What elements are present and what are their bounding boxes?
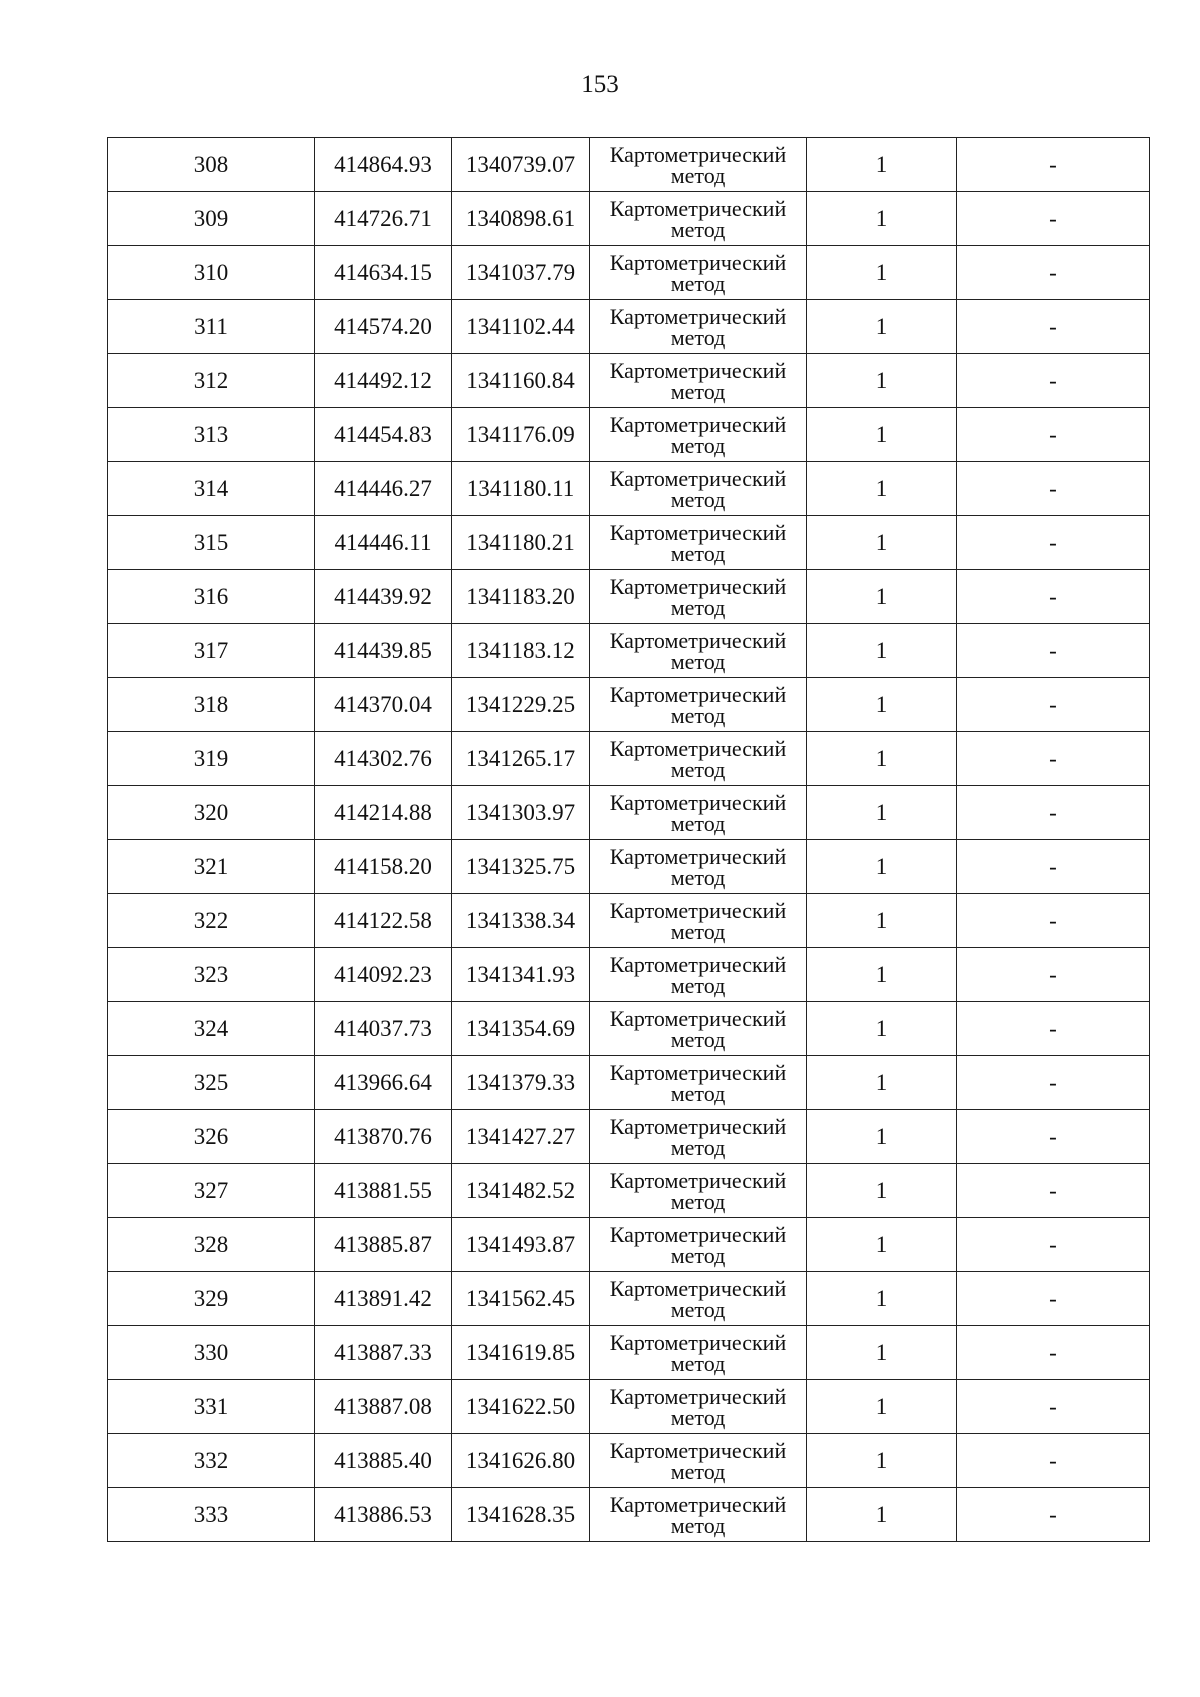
method-line-2: метод <box>670 1458 726 1484</box>
point-number-cell: 329 <box>108 1272 315 1326</box>
method-line-2: метод <box>670 432 726 458</box>
method-line-2: метод <box>670 540 726 566</box>
method-cell <box>590 1326 807 1380</box>
table-row <box>108 300 1150 354</box>
x-coordinate-cell: 414439.92 <box>315 570 452 624</box>
table-row <box>108 1110 1150 1164</box>
x-coordinate-cell: 413886.53 <box>315 1488 452 1542</box>
method-cell <box>590 462 807 516</box>
table-row <box>108 894 1150 948</box>
table-row <box>108 1164 1150 1218</box>
table-row <box>108 516 1150 570</box>
method-line-2: метод <box>670 162 726 188</box>
method-line-2: метод <box>670 216 726 242</box>
table-row <box>108 732 1150 786</box>
method-line-1: Картометрический <box>609 1329 787 1355</box>
y-coordinate-cell: 1341176.09 <box>452 408 590 462</box>
table-row <box>108 1326 1150 1380</box>
method-cell <box>590 732 807 786</box>
method-line-2: метод <box>670 486 726 512</box>
accuracy-cell: 1 <box>807 1164 957 1218</box>
note-cell: - <box>957 678 1150 732</box>
y-coordinate-cell: 1341325.75 <box>452 840 590 894</box>
x-coordinate-cell: 413891.42 <box>315 1272 452 1326</box>
method-cell <box>590 1272 807 1326</box>
method-cell <box>590 1002 807 1056</box>
method-line-2: метод <box>670 756 726 782</box>
note-cell: - <box>957 624 1150 678</box>
point-number-cell: 316 <box>108 570 315 624</box>
point-number-cell: 325 <box>108 1056 315 1110</box>
table-row <box>108 570 1150 624</box>
point-number-cell: 326 <box>108 1110 315 1164</box>
note-cell: - <box>957 1056 1150 1110</box>
method-line-1: Картометрический <box>609 735 787 761</box>
point-number-cell: 332 <box>108 1434 315 1488</box>
accuracy-cell: 1 <box>807 516 957 570</box>
accuracy-cell: 1 <box>807 732 957 786</box>
point-number-cell: 308 <box>108 138 315 192</box>
method-line-1: Картометрический <box>609 1437 787 1463</box>
accuracy-cell: 1 <box>807 1326 957 1380</box>
table-row <box>108 354 1150 408</box>
method-line-2: метод <box>670 1350 726 1376</box>
method-line-2: метод <box>670 1134 726 1160</box>
note-cell: - <box>957 732 1150 786</box>
note-cell: - <box>957 1380 1150 1434</box>
note-cell: - <box>957 192 1150 246</box>
note-cell: - <box>957 300 1150 354</box>
note-cell: - <box>957 462 1150 516</box>
x-coordinate-cell: 414864.93 <box>315 138 452 192</box>
point-number-cell: 320 <box>108 786 315 840</box>
method-line-2: метод <box>670 324 726 350</box>
point-number-cell: 327 <box>108 1164 315 1218</box>
x-coordinate-cell: 414446.11 <box>315 516 452 570</box>
note-cell: - <box>957 246 1150 300</box>
table-row <box>108 246 1150 300</box>
table-body <box>108 138 1150 1542</box>
x-coordinate-cell: 414122.58 <box>315 894 452 948</box>
x-coordinate-cell: 414037.73 <box>315 1002 452 1056</box>
method-line-1: Картометрический <box>609 1221 787 1247</box>
y-coordinate-cell: 1341628.35 <box>452 1488 590 1542</box>
accuracy-cell: 1 <box>807 786 957 840</box>
accuracy-cell: 1 <box>807 138 957 192</box>
method-cell <box>590 948 807 1002</box>
y-coordinate-cell: 1341180.11 <box>452 462 590 516</box>
point-number-cell: 322 <box>108 894 315 948</box>
method-line-2: метод <box>670 648 726 674</box>
method-cell <box>590 624 807 678</box>
x-coordinate-cell: 413887.08 <box>315 1380 452 1434</box>
method-line-2: метод <box>670 1080 726 1106</box>
accuracy-cell: 1 <box>807 192 957 246</box>
y-coordinate-cell: 1341379.33 <box>452 1056 590 1110</box>
method-line-2: метод <box>670 864 726 890</box>
point-number-cell: 313 <box>108 408 315 462</box>
table-row <box>108 624 1150 678</box>
method-line-2: метод <box>670 702 726 728</box>
point-number-cell: 331 <box>108 1380 315 1434</box>
table-row <box>108 408 1150 462</box>
note-cell: - <box>957 786 1150 840</box>
method-cell <box>590 1056 807 1110</box>
y-coordinate-cell: 1341354.69 <box>452 1002 590 1056</box>
y-coordinate-cell: 1341183.20 <box>452 570 590 624</box>
method-line-2: метод <box>670 1512 726 1538</box>
table-row <box>108 786 1150 840</box>
method-line-2: метод <box>670 594 726 620</box>
table-row <box>108 1488 1150 1542</box>
method-line-1: Картометрический <box>609 519 787 545</box>
method-cell <box>590 192 807 246</box>
method-line-1: Картометрический <box>609 141 787 167</box>
point-number-cell: 310 <box>108 246 315 300</box>
x-coordinate-cell: 413885.40 <box>315 1434 452 1488</box>
method-line-2: метод <box>670 1026 726 1052</box>
accuracy-cell: 1 <box>807 624 957 678</box>
method-line-1: Картометрический <box>609 1167 787 1193</box>
method-line-1: Картометрический <box>609 627 787 653</box>
y-coordinate-cell: 1341626.80 <box>452 1434 590 1488</box>
method-line-2: метод <box>670 1404 726 1430</box>
accuracy-cell: 1 <box>807 1110 957 1164</box>
x-coordinate-cell: 414574.20 <box>315 300 452 354</box>
method-cell <box>590 1110 807 1164</box>
method-cell <box>590 300 807 354</box>
note-cell: - <box>957 948 1150 1002</box>
accuracy-cell: 1 <box>807 894 957 948</box>
method-line-2: метод <box>670 972 726 998</box>
note-cell: - <box>957 1164 1150 1218</box>
y-coordinate-cell: 1341338.34 <box>452 894 590 948</box>
method-line-2: метод <box>670 1296 726 1322</box>
accuracy-cell: 1 <box>807 1434 957 1488</box>
table-row <box>108 1272 1150 1326</box>
y-coordinate-cell: 1341427.27 <box>452 1110 590 1164</box>
method-cell <box>590 354 807 408</box>
method-line-1: Картометрический <box>609 411 787 437</box>
point-number-cell: 323 <box>108 948 315 1002</box>
page-number: 153 <box>581 71 619 98</box>
point-number-cell: 324 <box>108 1002 315 1056</box>
note-cell: - <box>957 1002 1150 1056</box>
method-line-2: метод <box>670 810 726 836</box>
method-line-1: Картометрический <box>609 1383 787 1409</box>
y-coordinate-cell: 1341037.79 <box>452 246 590 300</box>
table-row <box>108 1056 1150 1110</box>
method-cell <box>590 1434 807 1488</box>
note-cell: - <box>957 1488 1150 1542</box>
y-coordinate-cell: 1341102.44 <box>452 300 590 354</box>
note-cell: - <box>957 1326 1150 1380</box>
table-row <box>108 462 1150 516</box>
method-line-1: Картометрический <box>609 789 787 815</box>
y-coordinate-cell: 1341562.45 <box>452 1272 590 1326</box>
x-coordinate-cell: 414214.88 <box>315 786 452 840</box>
accuracy-cell: 1 <box>807 408 957 462</box>
accuracy-cell: 1 <box>807 948 957 1002</box>
x-coordinate-cell: 414446.27 <box>315 462 452 516</box>
point-number-cell: 317 <box>108 624 315 678</box>
method-line-2: метод <box>670 1242 726 1268</box>
method-cell <box>590 678 807 732</box>
note-cell: - <box>957 408 1150 462</box>
y-coordinate-cell: 1341341.93 <box>452 948 590 1002</box>
method-cell <box>590 1380 807 1434</box>
method-cell <box>590 894 807 948</box>
method-cell <box>590 1488 807 1542</box>
method-cell <box>590 1218 807 1272</box>
accuracy-cell: 1 <box>807 570 957 624</box>
y-coordinate-cell: 1341160.84 <box>452 354 590 408</box>
x-coordinate-cell: 413870.76 <box>315 1110 452 1164</box>
note-cell: - <box>957 354 1150 408</box>
y-coordinate-cell: 1340739.07 <box>452 138 590 192</box>
method-line-1: Картометрический <box>609 357 787 383</box>
accuracy-cell: 1 <box>807 246 957 300</box>
y-coordinate-cell: 1341180.21 <box>452 516 590 570</box>
accuracy-cell: 1 <box>807 1272 957 1326</box>
method-cell <box>590 840 807 894</box>
accuracy-cell: 1 <box>807 1056 957 1110</box>
table-row <box>108 192 1150 246</box>
method-line-1: Картометрический <box>609 681 787 707</box>
accuracy-cell: 1 <box>807 840 957 894</box>
point-number-cell: 315 <box>108 516 315 570</box>
point-number-cell: 330 <box>108 1326 315 1380</box>
method-cell <box>590 516 807 570</box>
point-number-cell: 321 <box>108 840 315 894</box>
method-line-1: Картометрический <box>609 843 787 869</box>
y-coordinate-cell: 1341303.97 <box>452 786 590 840</box>
x-coordinate-cell: 414439.85 <box>315 624 452 678</box>
method-line-1: Картометрический <box>609 1005 787 1031</box>
table-row <box>108 840 1150 894</box>
table-row <box>108 1002 1150 1056</box>
y-coordinate-cell: 1340898.61 <box>452 192 590 246</box>
x-coordinate-cell: 413887.33 <box>315 1326 452 1380</box>
method-line-1: Картометрический <box>609 465 787 491</box>
point-number-cell: 318 <box>108 678 315 732</box>
method-cell <box>590 138 807 192</box>
accuracy-cell: 1 <box>807 354 957 408</box>
note-cell: - <box>957 840 1150 894</box>
accuracy-cell: 1 <box>807 300 957 354</box>
method-line-2: метод <box>670 918 726 944</box>
table-row <box>108 948 1150 1002</box>
note-cell: - <box>957 516 1150 570</box>
method-cell <box>590 1164 807 1218</box>
note-cell: - <box>957 1110 1150 1164</box>
method-line-1: Картометрический <box>609 1491 787 1517</box>
method-line-1: Картометрический <box>609 951 787 977</box>
method-cell <box>590 570 807 624</box>
x-coordinate-cell: 414092.23 <box>315 948 452 1002</box>
point-number-cell: 319 <box>108 732 315 786</box>
note-cell: - <box>957 1272 1150 1326</box>
method-line-1: Картометрический <box>609 1275 787 1301</box>
table-row <box>108 1218 1150 1272</box>
method-line-1: Картометрический <box>609 303 787 329</box>
note-cell: - <box>957 894 1150 948</box>
y-coordinate-cell: 1341183.12 <box>452 624 590 678</box>
y-coordinate-cell: 1341482.52 <box>452 1164 590 1218</box>
point-number-cell: 311 <box>108 300 315 354</box>
y-coordinate-cell: 1341493.87 <box>452 1218 590 1272</box>
point-number-cell: 312 <box>108 354 315 408</box>
accuracy-cell: 1 <box>807 1218 957 1272</box>
method-line-1: Картометрический <box>609 1059 787 1085</box>
table-row <box>108 1380 1150 1434</box>
method-cell <box>590 408 807 462</box>
method-line-1: Картометрический <box>609 573 787 599</box>
x-coordinate-cell: 414302.76 <box>315 732 452 786</box>
method-cell <box>590 246 807 300</box>
y-coordinate-cell: 1341622.50 <box>452 1380 590 1434</box>
method-line-2: метод <box>670 270 726 296</box>
note-cell: - <box>957 138 1150 192</box>
point-number-cell: 328 <box>108 1218 315 1272</box>
method-line-2: метод <box>670 378 726 404</box>
x-coordinate-cell: 414454.83 <box>315 408 452 462</box>
point-number-cell: 333 <box>108 1488 315 1542</box>
x-coordinate-cell: 414726.71 <box>315 192 452 246</box>
method-line-1: Картометрический <box>609 249 787 275</box>
x-coordinate-cell: 413881.55 <box>315 1164 452 1218</box>
y-coordinate-cell: 1341619.85 <box>452 1326 590 1380</box>
accuracy-cell: 1 <box>807 1488 957 1542</box>
x-coordinate-cell: 414158.20 <box>315 840 452 894</box>
accuracy-cell: 1 <box>807 1380 957 1434</box>
table-row <box>108 138 1150 192</box>
method-line-1: Картометрический <box>609 195 787 221</box>
x-coordinate-cell: 413885.87 <box>315 1218 452 1272</box>
method-line-1: Картометрический <box>609 897 787 923</box>
point-number-cell: 314 <box>108 462 315 516</box>
accuracy-cell: 1 <box>807 462 957 516</box>
accuracy-cell: 1 <box>807 1002 957 1056</box>
x-coordinate-cell: 414370.04 <box>315 678 452 732</box>
note-cell: - <box>957 1434 1150 1488</box>
table-row <box>108 678 1150 732</box>
x-coordinate-cell: 413966.64 <box>315 1056 452 1110</box>
method-line-2: метод <box>670 1188 726 1214</box>
method-line-1: Картометрический <box>609 1113 787 1139</box>
coordinates-table <box>107 137 1150 1542</box>
y-coordinate-cell: 1341265.17 <box>452 732 590 786</box>
point-number-cell: 309 <box>108 192 315 246</box>
x-coordinate-cell: 414492.12 <box>315 354 452 408</box>
note-cell: - <box>957 570 1150 624</box>
method-cell <box>590 786 807 840</box>
x-coordinate-cell: 414634.15 <box>315 246 452 300</box>
note-cell: - <box>957 1218 1150 1272</box>
y-coordinate-cell: 1341229.25 <box>452 678 590 732</box>
accuracy-cell: 1 <box>807 678 957 732</box>
table-row <box>108 1434 1150 1488</box>
